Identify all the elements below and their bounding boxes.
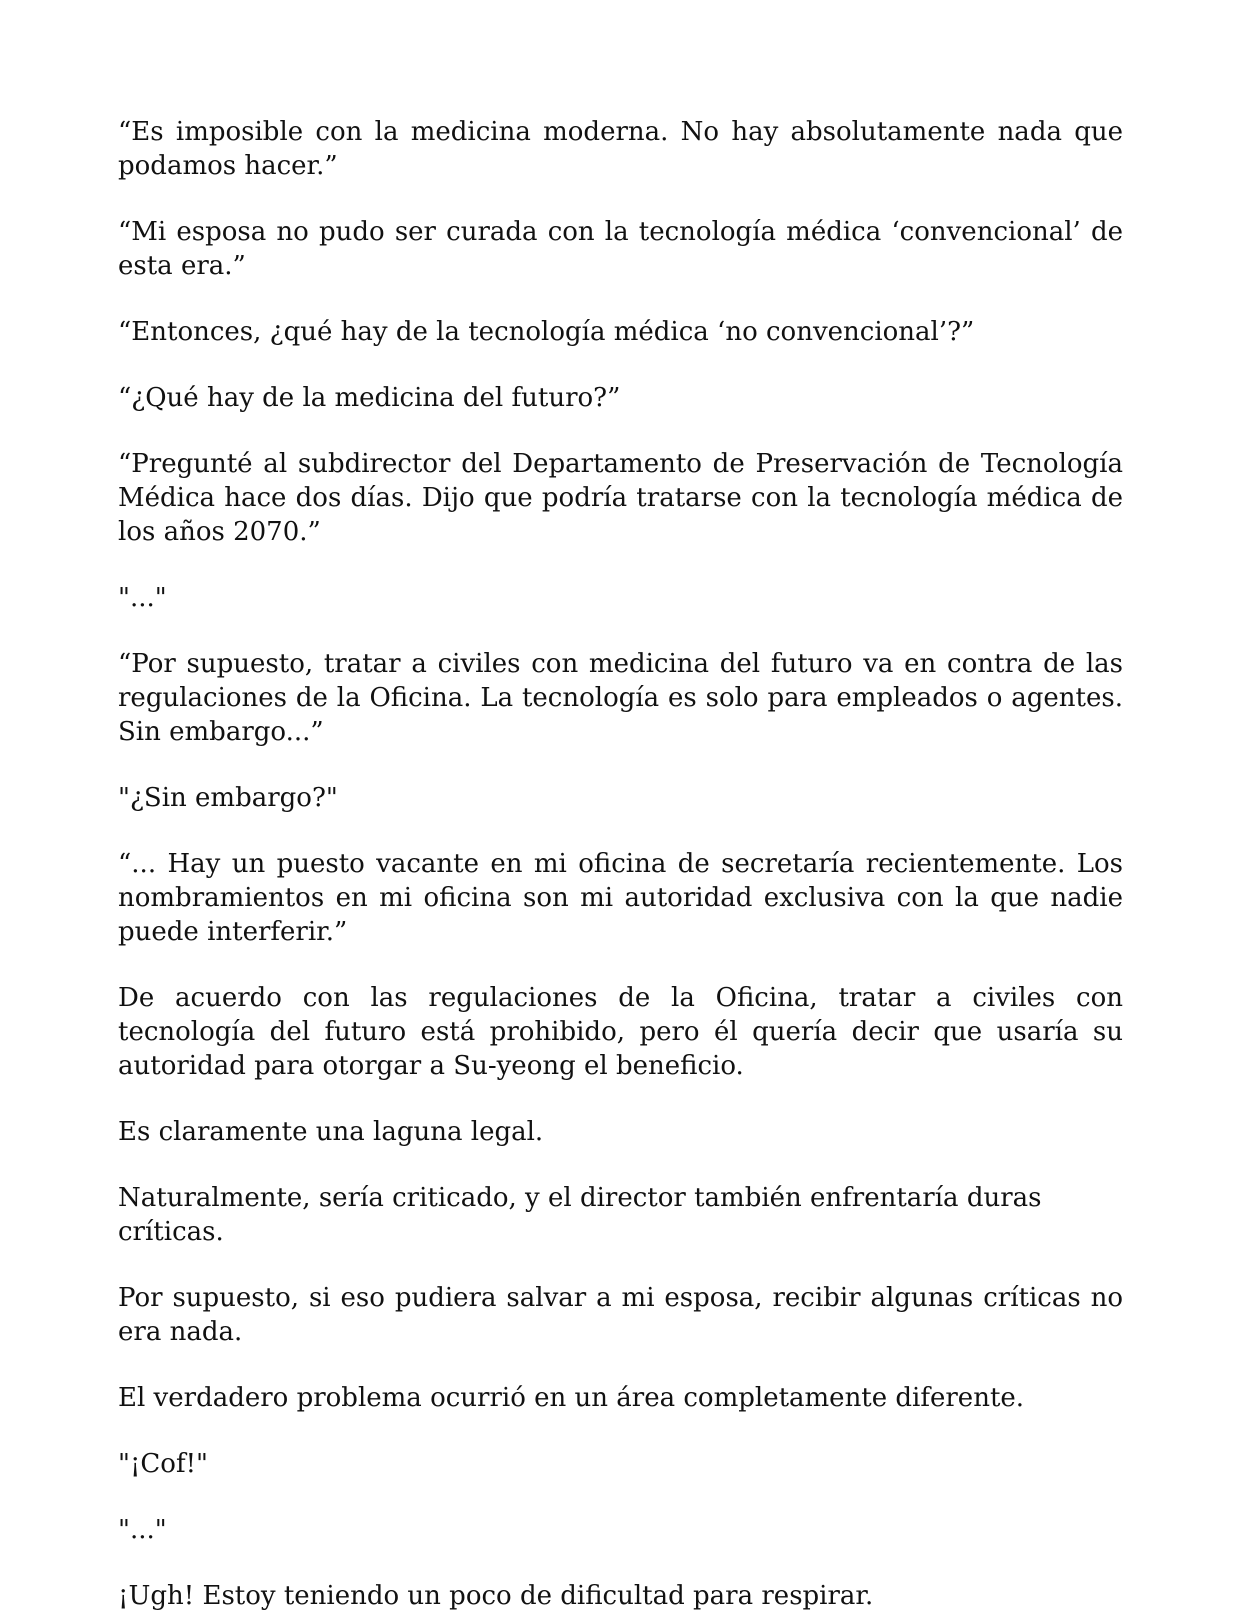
paragraph: “Pregunté al subdirector del Departamento de Preservación de Tecnología Médica hace dos días. Dijo que podría tratarse con la tecnología médica de los años 2070.” <box>118 449 1123 547</box>
paragraph: “... Hay un puesto vacante en mi oficina de secretaría recientemente. Los nombramientos en mi oficina son mi autoridad exclusiva con la que nadie puede interferir.” <box>118 849 1123 947</box>
paragraph: “Mi esposa no pudo ser curada con la tecnología médica ‘convencional’ de esta era.” <box>118 217 1123 281</box>
paragraph: “Entonces, ¿qué hay de la tecnología médica ‘no convencional’?” <box>118 317 975 347</box>
paragraph: Por supuesto, si eso pudiera salvar a mi esposa, recibir algunas críticas no era nada. <box>118 1283 1123 1347</box>
paragraph: "¿Sin embargo?" <box>118 783 338 813</box>
paragraph: “¿Qué hay de la medicina del futuro?” <box>118 383 621 413</box>
paragraph: El verdadero problema ocurrió en un área completamente diferente. <box>118 1383 1025 1413</box>
paragraph: De acuerdo con las regulaciones de la Oficina, tratar a civiles con tecnología del futuro está prohibido, pero él quería decir que usaría su autoridad para otorgar a Su-yeong el beneficio. <box>118 983 1123 1081</box>
paragraph: Naturalmente, sería criticado, y el director también enfrentaría duras críticas. <box>118 1183 1042 1247</box>
paragraph: Es claramente una laguna legal. <box>118 1117 544 1147</box>
paragraph: "¡Cof!" <box>118 1449 208 1479</box>
body-text <box>118 115 1123 1617</box>
paragraph: "..." <box>118 1515 167 1545</box>
paragraph: “Por supuesto, tratar a civiles con medicina del futuro va en contra de las regulaciones de la Oficina. La tecnología es solo para empleados o agentes. Sin embargo...” <box>118 649 1123 747</box>
paragraph: ¡Ugh! Estoy teniendo un poco de dificultad para respirar. <box>118 1581 874 1611</box>
paragraph: “Es imposible con la medicina moderna. No hay absolutamente nada que podamos hacer.” <box>118 117 1123 181</box>
paragraph: "..." <box>118 583 167 613</box>
